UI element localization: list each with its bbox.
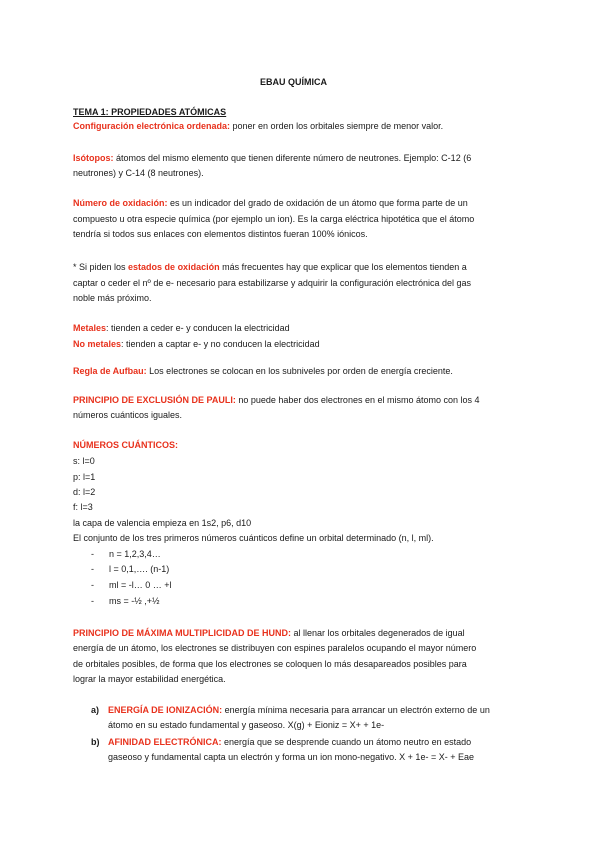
estados-term: estados de oxidación [128,262,220,272]
isotopos-line-2: neutrones) y C-14 (8 neutrones). [73,168,204,178]
config-paragraph [73,121,443,132]
aufbau-line [73,366,453,377]
bullet-text: ms = -½ ,+½ [109,596,160,606]
list-letter: a) [91,705,100,715]
cuanticos-line: f: l=3 [73,502,93,512]
list-letter: b) [91,737,100,747]
estados-line-2: captar o ceder el nº de e- necesario para estabilizarse y adquirir la configuración electrónica del gas [73,278,472,288]
ionizacion-text-1: energía mínima necesaria para arrancar un electrón externo de un [222,705,490,715]
aufbau-term: Regla de Aufbau: [73,366,147,376]
config-term: Configuración electrónica ordenada: [73,121,231,131]
metales-text: : tienden a ceder e- y conducen la electricidad [106,323,290,333]
bullet-text: n = 1,2,3,4… [109,549,161,559]
pauli-text-1: no puede haber dos electrones en el mismo átomo con los 4 [235,395,480,405]
hund-text-1: al llenar los orbitales degenerados de igual [291,628,465,638]
hund-line-4: lograr la mayor estabilidad energética. [73,674,226,684]
ionizacion-line-2: átomo en su estado fundamental y gaseoso. X(g) + Eioniz = X+ + 1e- [108,720,385,730]
hund-line-2: energía de un átomo, los electrones se distribuyen con espines paralelos ocupando el mayor número [73,643,477,653]
afinidad-term: AFINIDAD ELECTRÓNICA: [108,737,222,747]
cuanticos-line: s: l=0 [73,456,95,466]
document-title: EBAU QUÍMICA [260,77,327,87]
nometales-line [73,339,320,350]
cuanticos-line: la capa de valencia empieza en 1s2, p6, d10 [73,518,252,528]
bullet-marker: - [91,596,94,606]
cuanticos-line: p: l=1 [73,472,96,482]
bullet-marker: - [91,580,94,590]
afinidad-text-1: energía que se desprende cuando un átomo neutro en estado [221,737,472,747]
oxidacion-term: Número de oxidación: [73,198,168,208]
metales-line [73,323,290,334]
aufbau-text: Los electrones se colocan en los subniveles por orden de energía creciente. [146,366,453,376]
estados-text-1: más frecuentes hay que explicar que los elementos tienden a [219,262,467,272]
oxidacion-line-2: compuesto u otra especie química (por ejemplo un ion). Es la carga eléctrica hipotética que el átomo [73,214,475,224]
nometales-text: : tienden a captar e- y no conducen la electricidad [121,339,320,349]
metales-term: Metales [73,323,107,333]
oxidacion-text-1: es un indicador del grado de oxidación de un átomo que forma parte de un [167,198,468,208]
afinidad-line-2: gaseoso y fundamental capta un electrón y forma un ion mono-negativo. X + 1e- = X- + Eae [108,752,474,762]
config-text: poner en orden los orbitales siempre de menor valor. [230,121,444,131]
isotopos-term: Isótopos: [73,153,114,163]
bullet-text: ml = -l… 0 … +l [109,580,172,590]
hund-line-3: de orbitales posibles, de forma que los electrones se coloquen lo más desapareados posibles para [73,659,467,669]
pauli-line-1 [73,395,480,406]
pauli-line-2: números cuánticos iguales. [73,410,183,420]
cuanticos-line: d: l=2 [73,487,96,497]
oxidacion-line-1 [73,198,468,209]
topic-heading: TEMA 1: PROPIEDADES ATÓMICAS [73,107,227,117]
cuanticos-heading: NÚMEROS CUÁNTICOS: [73,440,178,450]
estados-line-1 [73,262,467,273]
bullet-marker: - [91,564,94,574]
bullet-text: l = 0,1,…. (n-1) [109,564,170,574]
bullet-marker: - [91,549,94,559]
nometales-term: No metales [73,339,122,349]
hund-line-1 [73,628,465,639]
ionizacion-term: ENERGÍA DE IONIZACIÓN: [108,705,223,715]
isotopos-line-1 [73,153,471,164]
hund-term: PRINCIPIO DE MÁXIMA MULTIPLICIDAD DE HUND: [73,628,291,638]
cuanticos-line: El conjunto de los tres primeros números cuánticos define un orbital determinado (n, l, ml). [73,533,434,543]
estados-pre: * Si piden los [73,262,129,272]
oxidacion-line-3: tendría si todos sus enlaces con elementos distintos fueran 100% iónicos. [73,229,368,239]
isotopos-text-1: átomos del mismo elemento que tienen diferente número de neutrones. Ejemplo: C-12 (6 [113,153,472,163]
pauli-term: PRINCIPIO DE EXCLUSIÓN DE PAULI: [73,395,236,405]
estados-line-3: noble más próximo. [73,293,152,303]
